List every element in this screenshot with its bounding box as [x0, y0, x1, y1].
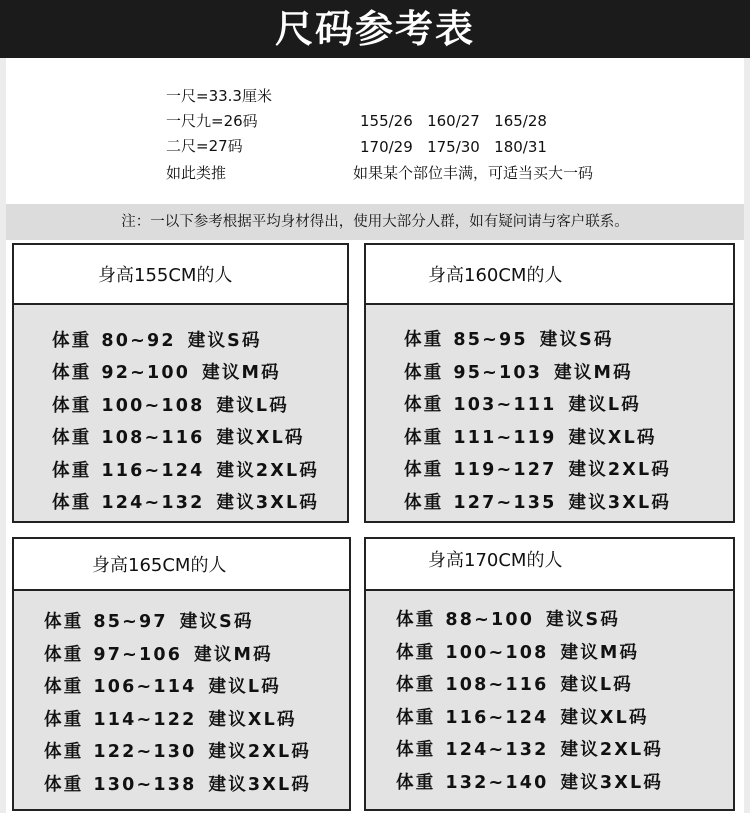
- weight-row-label: 体重: [404, 427, 444, 448]
- size-card-3: [12, 537, 351, 811]
- weight-row-range: 108~116: [445, 675, 549, 696]
- weight-row: [396, 642, 639, 664]
- weight-row-advice: 建议S码: [539, 330, 614, 350]
- intro-line-4: 如此类推: [166, 164, 227, 182]
- weight-row-advice: 建议L码: [208, 677, 281, 698]
- size-card-4: [364, 537, 735, 811]
- weight-row-label: 体重: [52, 428, 92, 449]
- weight-row: [396, 609, 620, 631]
- weight-row-range: 130~138: [93, 775, 197, 795]
- weight-row: [396, 707, 649, 729]
- weight-row-range: 108~116: [101, 428, 205, 449]
- weight-row-advice: 建议M码: [560, 642, 640, 663]
- weight-row-range: 85~95: [453, 330, 528, 350]
- size-card-2: [364, 243, 735, 523]
- card-title: 身高160CM的人: [428, 265, 563, 286]
- page-title: 尺码参考表: [274, 7, 475, 51]
- intro-line-2: 一尺九=26码: [166, 112, 258, 130]
- weight-row-label: 体重: [404, 362, 444, 383]
- card-header: [364, 243, 735, 305]
- weight-row-label: 体重: [396, 740, 436, 761]
- weight-row: [396, 739, 663, 761]
- page-header: [0, 0, 750, 58]
- weight-row-advice: 建议2XL码: [568, 460, 672, 481]
- weight-row-range: 132~140: [445, 773, 549, 793]
- weight-row-range: 92~100: [101, 363, 191, 384]
- weight-row-advice: 建议XL码: [216, 428, 305, 449]
- weight-row: [404, 329, 614, 351]
- weight-row-advice: 建议XL码: [560, 707, 649, 728]
- weight-row-label: 体重: [396, 707, 436, 728]
- weight-row-advice: 建议XL码: [568, 427, 657, 448]
- weight-row-label: 体重: [404, 395, 444, 416]
- card-body: [364, 591, 735, 811]
- weight-row-advice: 建议3XL码: [208, 775, 312, 795]
- weight-row-label: 体重: [396, 642, 436, 663]
- weight-row-label: 体重: [396, 773, 436, 793]
- weight-row-range: 100~108: [101, 395, 205, 416]
- intro-line-3: 二尺=27码: [166, 137, 243, 155]
- size-pairs-row-1: 155/26 160/27 165/28: [360, 112, 547, 130]
- weight-row-label: 体重: [52, 363, 92, 384]
- intro-line-1: 一尺=33.3厘米: [166, 87, 272, 105]
- weight-row-advice: 建议2XL码: [208, 742, 312, 763]
- weight-row: [44, 611, 254, 633]
- weight-row-advice: 建议S码: [546, 610, 621, 630]
- weight-row-advice: 建议L码: [560, 675, 633, 696]
- weight-row-label: 体重: [44, 775, 84, 795]
- weight-row-advice: 建议S码: [187, 331, 262, 351]
- weight-row-advice: 建议S码: [179, 612, 254, 632]
- card-title: 身高165CM的人: [92, 555, 227, 576]
- weight-row-range: 114~122: [93, 709, 197, 730]
- weight-row-advice: 建议L码: [216, 395, 289, 416]
- card-body: [364, 305, 735, 523]
- weight-row-label: 体重: [44, 644, 84, 665]
- weight-row-range: 88~100: [445, 610, 535, 630]
- card-body: [12, 305, 349, 523]
- weight-row-label: 体重: [44, 742, 84, 763]
- size-advice: 如果某个部位丰满，可适当买大一码: [353, 164, 594, 182]
- weight-row-advice: 建议3XL码: [216, 493, 320, 513]
- weight-row: [52, 492, 319, 514]
- weight-row: [52, 395, 289, 417]
- weight-row-range: 106~114: [93, 677, 197, 698]
- weight-row: [52, 362, 281, 384]
- weight-row-label: 体重: [52, 493, 92, 513]
- intro-section: [0, 58, 750, 203]
- weight-row-range: 95~103: [453, 362, 543, 383]
- weight-row: [396, 674, 633, 696]
- weight-row-range: 100~108: [445, 642, 549, 663]
- weight-row-label: 体重: [404, 330, 444, 350]
- weight-row-range: 116~124: [101, 460, 205, 481]
- weight-row-range: 127~135: [453, 493, 557, 513]
- card-title: 身高155CM的人: [98, 265, 233, 286]
- weight-row: [396, 772, 663, 794]
- weight-row-advice: 建议M码: [202, 363, 281, 384]
- weight-row-range: 124~132: [101, 493, 205, 513]
- weight-row-advice: 建议XL码: [208, 709, 297, 730]
- weight-row-label: 体重: [404, 493, 444, 513]
- size-pairs-row-2: 170/29 175/30 180/31: [360, 138, 547, 156]
- weight-row-range: 103~111: [453, 395, 557, 416]
- weight-row-advice: 建议2XL码: [216, 460, 320, 481]
- weight-row: [44, 644, 273, 666]
- weight-row-label: 体重: [44, 612, 84, 632]
- weight-row: [404, 362, 633, 384]
- weight-row-label: 体重: [396, 610, 436, 630]
- weight-row-advice: 建议M码: [194, 644, 273, 665]
- weight-row-label: 体重: [52, 395, 92, 416]
- weight-row: [404, 459, 671, 481]
- weight-row-range: 119~127: [453, 460, 557, 481]
- weight-row-range: 80~92: [101, 331, 176, 351]
- card-header: [12, 537, 351, 591]
- weight-row: [52, 330, 262, 352]
- weight-row: [44, 774, 311, 796]
- weight-row-label: 体重: [396, 675, 436, 696]
- weight-row: [44, 741, 311, 763]
- weight-row-label: 体重: [44, 677, 84, 698]
- weight-row-range: 111~119: [453, 427, 557, 448]
- weight-row: [404, 427, 657, 449]
- card-title: 身高170CM的人: [428, 550, 563, 571]
- weight-row-range: 122~130: [93, 742, 197, 763]
- weight-row-advice: 建议3XL码: [568, 493, 672, 513]
- weight-row-label: 体重: [52, 331, 92, 351]
- weight-row-label: 体重: [44, 709, 84, 730]
- weight-row: [52, 460, 319, 482]
- weight-row-label: 体重: [404, 460, 444, 481]
- card-body: [12, 591, 351, 811]
- weight-row-advice: 建议2XL码: [560, 740, 664, 761]
- weight-row: [404, 394, 641, 416]
- weight-row: [404, 492, 671, 514]
- weight-row-range: 85~97: [93, 612, 168, 632]
- weight-row-advice: 建议3XL码: [560, 773, 664, 793]
- weight-row-advice: 建议L码: [568, 395, 641, 416]
- size-card-1: [12, 243, 349, 523]
- weight-row: [52, 427, 305, 449]
- weight-row-range: 116~124: [445, 707, 549, 728]
- weight-row-label: 体重: [52, 460, 92, 481]
- card-header: [12, 243, 349, 305]
- weight-row: [44, 676, 281, 698]
- weight-row-advice: 建议M码: [554, 362, 633, 383]
- weight-row: [44, 709, 297, 731]
- weight-row-range: 97~106: [93, 644, 183, 665]
- card-header: [364, 537, 735, 591]
- notice-bar: 注：一以下参考根据平均身材得出，使用大部分人群，如有疑问请与客户联系。: [6, 204, 744, 240]
- weight-row-range: 124~132: [445, 740, 549, 761]
